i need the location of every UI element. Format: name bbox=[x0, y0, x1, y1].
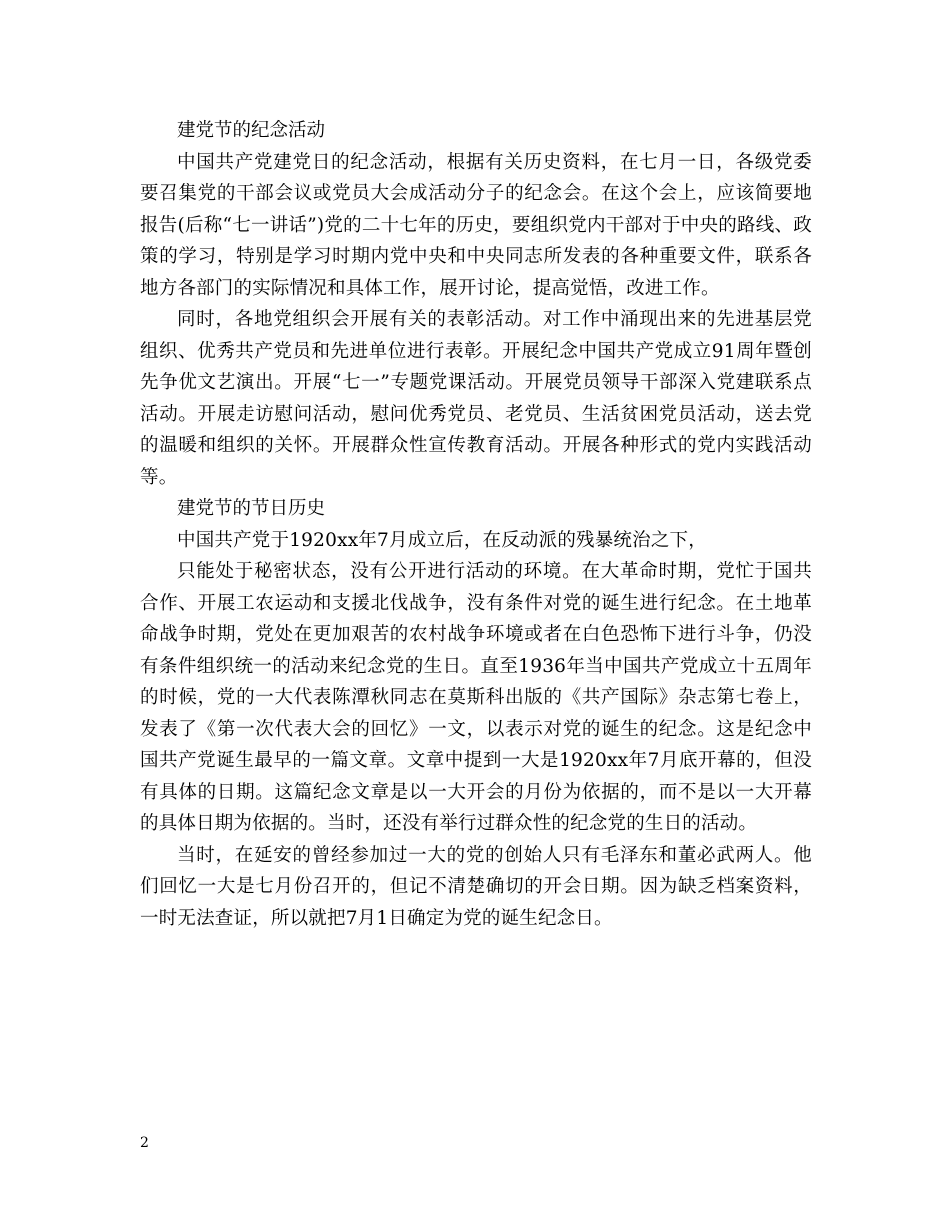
paragraph: 当时，在延安的曾经参加过一大的党的创始人只有毛泽东和董必武两人。他们回忆一大是七月份召开的，但记不清楚确切的开会日期。因为缺乏档案资料，一时无法查证，所以就把7月1日确定为党的诞生纪念日。 bbox=[140, 844, 812, 929]
section-heading-history: 建党节的节日历史 bbox=[177, 498, 326, 519]
paragraph: 中国共产党建党日的纪念活动，根据有关历史资料，在七月一日，各级党委要召集党的干部会议或党员大会成活动分子的纪念会。在这个会上，应该简要地报告(后称“七一讲话”)党的二十七年的历史，要组织党内干部对于中央的路线、政策的学习，特别是学习时期内党中央和中央同志所发表的各种重要文件，联系各地方各部门的实际情况和具体工作，展开讨论，提高觉悟，改进工作。 bbox=[140, 151, 812, 299]
document-body bbox=[140, 115, 812, 934]
page-number: 2 bbox=[140, 1135, 149, 1151]
paragraph: 只能处于秘密状态，没有公开进行活动的环境。在大革命时期，党忙于国共合作、开展工农运动和支援北伐战争，没有条件对党的诞生进行纪念。在土地革命战争时期，党处在更加艰苦的农村战争环境或者在白色恐怖下进行斗争，仍没有条件组织统一的活动来纪念党的生日。直至1936年当中国共产党成立十五周年的时候，党的一大代表陈潭秋同志在莫斯科出版的《共产国际》杂志第七卷上，发表了《第一次代表大会的回忆》一文，以表示对党的诞生的纪念。这是纪念中国共产党诞生最早的一篇文章。文章中提到一大是1920xx年7月底开幕的，但没有具体的日期。这篇纪念文章是以一大开会的月份为依据的，而不是以一大开幕的具体日期为依据的。当时，还没有举行过群众性的纪念党的生日的活动。 bbox=[140, 561, 812, 834]
paragraph: 同时，各地党组织会开展有关的表彰活动。对工作中涌现出来的先进基层党组织、优秀共产党员和先进单位进行表彰。开展纪念中国共产党成立91周年暨创先争优文艺演出。开展“七一”专题党课活动。开展党员领导干部深入党建联系点活动。开展走访慰问活动，慰问优秀党员、老党员、生活贫困党员活动，送去党的温暖和组织的关怀。开展群众性宣传教育活动。开展各种形式的党内实践活动等。 bbox=[140, 309, 812, 488]
paragraph: 中国共产党于1920xx年7月成立后，在反动派的残暴统治之下， bbox=[177, 529, 707, 551]
section-heading-commemoration: 建党节的纪念活动 bbox=[177, 120, 326, 141]
